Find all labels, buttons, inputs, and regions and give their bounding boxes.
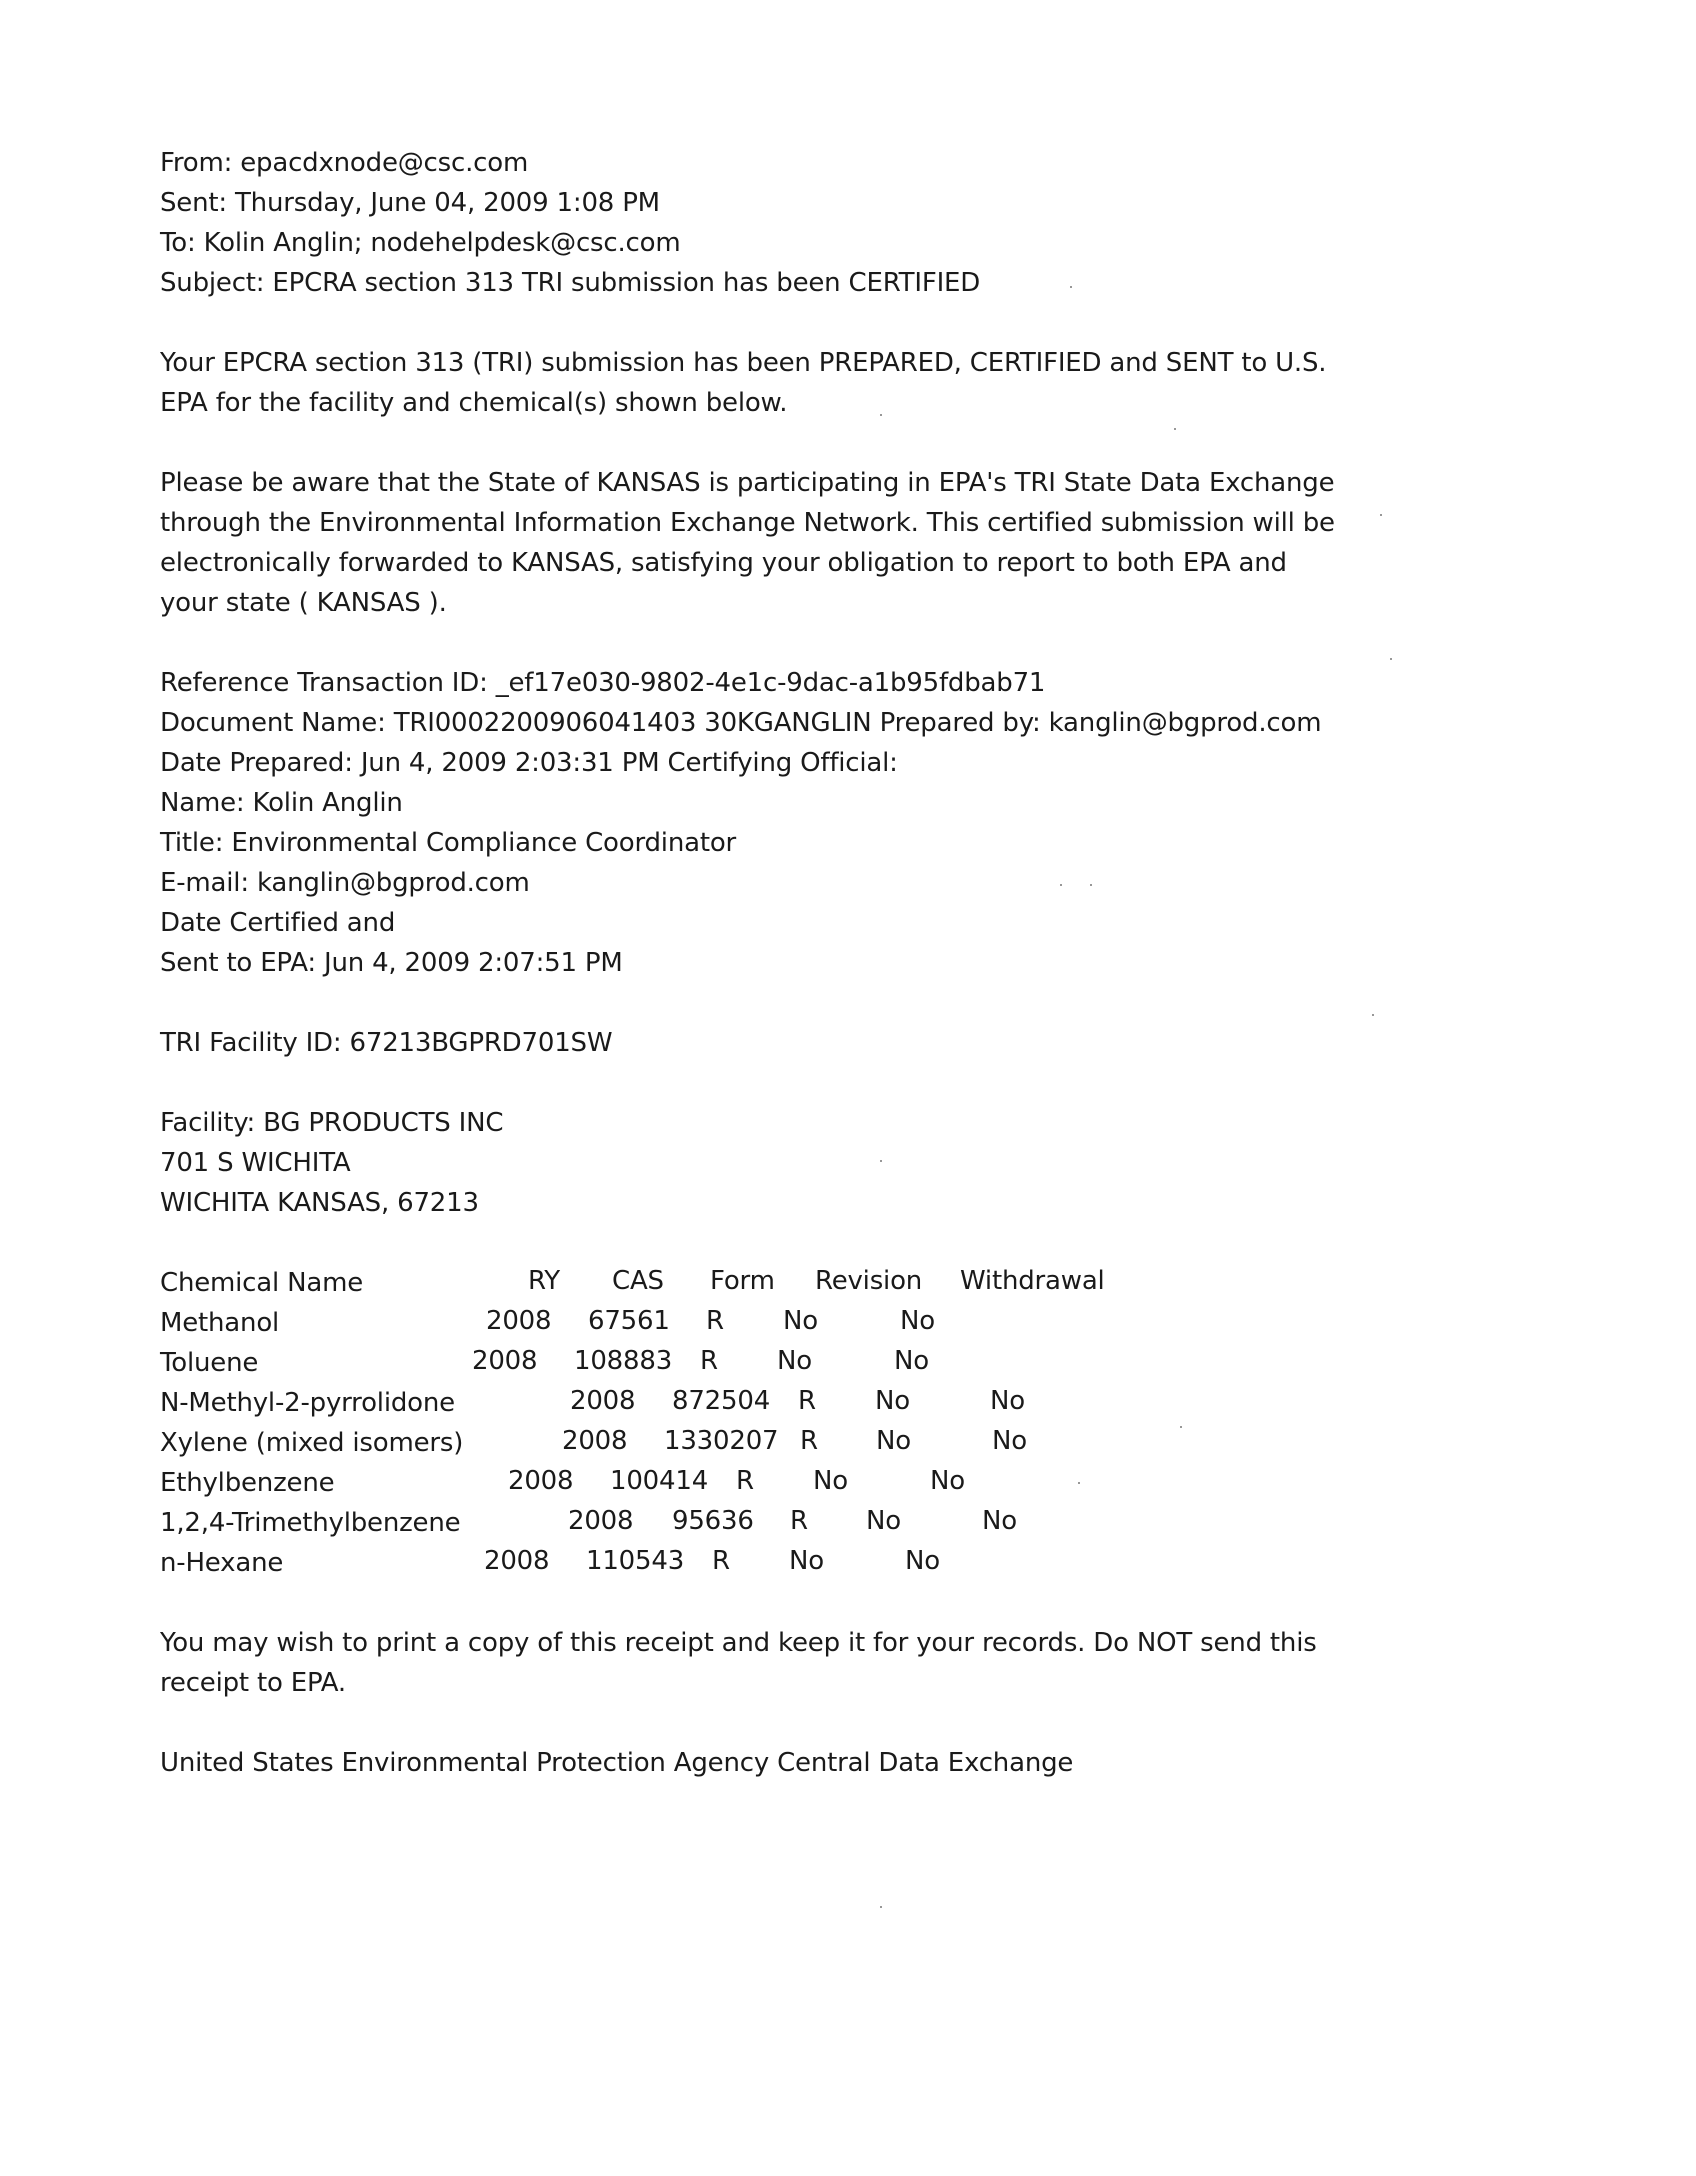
table-row-7-cas: 110543 [586, 1546, 685, 1576]
table-row-2-revision: No [777, 1346, 812, 1376]
date-certified-label: Date Certified and [160, 908, 396, 938]
table-row-6-chemical: 1,2,4-Trimethylbenzene [160, 1508, 461, 1538]
table-header-withdrawal: Withdrawal [960, 1266, 1105, 1296]
table-row-3-ry: 2008 [570, 1386, 636, 1416]
table-row-4-form: R [800, 1426, 818, 1456]
table-row-1-form: R [706, 1306, 724, 1336]
table-row-2-withdrawal: No [894, 1346, 929, 1376]
official-name: Name: Kolin Anglin [160, 788, 403, 818]
table-row-6-form: R [790, 1506, 808, 1536]
scan-speck [1070, 286, 1072, 288]
table-row-1-chemical: Methanol [160, 1308, 280, 1338]
table-row-5-withdrawal: No [930, 1466, 965, 1496]
scan-speck [1060, 884, 1062, 886]
reference-transaction-id: Reference Transaction ID: _ef17e030-9802-4e1c-9dac-a1b95fdbab71 [160, 668, 1046, 698]
notice-line-2: through the Environmental Information Exchange Network. This certified submission will be [160, 508, 1335, 538]
scan-speck [1390, 658, 1392, 660]
sent-to-epa: Sent to EPA: Jun 4, 2009 2:07:51 PM [160, 948, 623, 978]
table-row-1-ry: 2008 [486, 1306, 552, 1336]
official-email: E-mail: kanglin@bgprod.com [160, 868, 530, 898]
email-from: From: epacdxnode@csc.com [160, 148, 529, 178]
scan-speck [1174, 428, 1176, 430]
table-row-6-withdrawal: No [982, 1506, 1017, 1536]
scan-speck [880, 414, 882, 416]
table-row-5-cas: 100414 [610, 1466, 709, 1496]
email-subject: Subject: EPCRA section 313 TRI submission has been CERTIFIED [160, 268, 981, 298]
email-to: To: Kolin Anglin; nodehelpdesk@csc.com [160, 228, 681, 258]
table-row-7-form: R [712, 1546, 730, 1576]
table-row-5-revision: No [813, 1466, 848, 1496]
table-header-cas: CAS [612, 1266, 664, 1296]
notice-line-1: Please be aware that the State of KANSAS is participating in EPA's TRI State Data Exchange [160, 468, 1335, 498]
table-row-3-withdrawal: No [990, 1386, 1025, 1416]
table-row-4-revision: No [876, 1426, 911, 1456]
table-row-4-ry: 2008 [562, 1426, 628, 1456]
notice-line-4: your state ( KANSAS ). [160, 588, 447, 618]
table-header-chemical-name: Chemical Name [160, 1268, 364, 1298]
tri-facility-id: TRI Facility ID: 67213BGPRD701SW [160, 1028, 613, 1058]
intro-line-2: EPA for the facility and chemical(s) shown below. [160, 388, 788, 418]
table-row-1-revision: No [783, 1306, 818, 1336]
table-row-4-chemical: Xylene (mixed isomers) [160, 1428, 464, 1458]
table-row-3-revision: No [875, 1386, 910, 1416]
table-row-2-cas: 108883 [574, 1346, 673, 1376]
footer-line-2: receipt to EPA. [160, 1668, 346, 1698]
table-row-4-withdrawal: No [992, 1426, 1027, 1456]
table-row-4-cas: 1330207 [664, 1426, 779, 1456]
table-row-5-form: R [736, 1466, 754, 1496]
document-name: Document Name: TRI0002200906041403 30KGANGLIN Prepared by: kanglin@bgprod.com [160, 708, 1322, 738]
table-row-5-ry: 2008 [508, 1466, 574, 1496]
table-row-1-withdrawal: No [900, 1306, 935, 1336]
scan-speck [1090, 884, 1092, 886]
table-header-form: Form [710, 1266, 775, 1296]
email-sent: Sent: Thursday, June 04, 2009 1:08 PM [160, 188, 660, 218]
official-title: Title: Environmental Compliance Coordinator [160, 828, 737, 858]
facility-city: WICHITA KANSAS, 67213 [160, 1188, 479, 1218]
table-row-6-revision: No [866, 1506, 901, 1536]
table-row-2-chemical: Toluene [160, 1348, 259, 1378]
table-row-3-cas: 872504 [672, 1386, 771, 1416]
table-row-1-cas: 67561 [588, 1306, 670, 1336]
date-prepared: Date Prepared: Jun 4, 2009 2:03:31 PM Certifying Official: [160, 748, 898, 778]
facility-street: 701 S WICHITA [160, 1148, 351, 1178]
table-row-7-revision: No [789, 1546, 824, 1576]
scan-speck [1372, 1014, 1374, 1016]
table-row-3-form: R [798, 1386, 816, 1416]
scan-speck [880, 1160, 882, 1162]
table-row-3-chemical: N-Methyl-2-pyrrolidone [160, 1388, 455, 1418]
footer-line-1: You may wish to print a copy of this receipt and keep it for your records. Do NOT send this [160, 1628, 1317, 1658]
table-row-2-ry: 2008 [472, 1346, 538, 1376]
scan-speck [1078, 1482, 1080, 1484]
table-header-revision: Revision [815, 1266, 923, 1296]
table-row-7-ry: 2008 [484, 1546, 550, 1576]
table-header-ry: RY [528, 1266, 560, 1296]
table-row-2-form: R [700, 1346, 718, 1376]
notice-line-3: electronically forwarded to KANSAS, satisfying your obligation to report to both EPA and [160, 548, 1287, 578]
facility-name: Facility: BG PRODUCTS INC [160, 1108, 504, 1138]
scan-speck [1180, 1426, 1182, 1428]
intro-line-1: Your EPCRA section 313 (TRI) submission has been PREPARED, CERTIFIED and SENT to U.S. [160, 348, 1327, 378]
table-row-6-cas: 95636 [672, 1506, 754, 1536]
table-row-7-withdrawal: No [905, 1546, 940, 1576]
table-row-6-ry: 2008 [568, 1506, 634, 1536]
footer-signature: United States Environmental Protection Agency Central Data Exchange [160, 1748, 1074, 1778]
scan-speck [1380, 514, 1382, 516]
table-row-5-chemical: Ethylbenzene [160, 1468, 335, 1498]
scan-speck [880, 1906, 882, 1908]
table-row-7-chemical: n-Hexane [160, 1548, 284, 1578]
